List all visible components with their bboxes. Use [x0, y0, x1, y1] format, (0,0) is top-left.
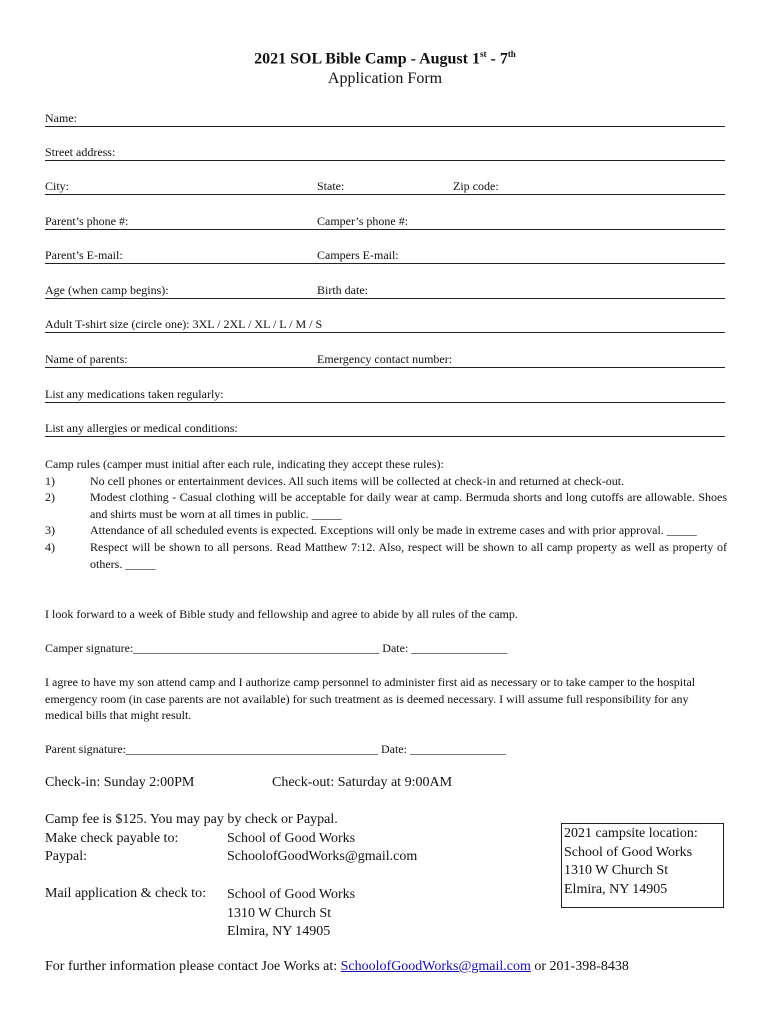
name-label: Name:	[45, 111, 77, 125]
age-birth-field[interactable]	[45, 282, 725, 299]
tshirt-size-field[interactable]	[45, 316, 725, 333]
medications-field[interactable]	[45, 386, 725, 403]
name-field[interactable]	[45, 110, 725, 127]
campsite-location-box	[561, 823, 724, 908]
contact-info	[45, 959, 629, 975]
allergies-field[interactable]	[45, 420, 725, 437]
contact-suffix: or 201-398-8438	[530, 959, 629, 974]
city-label: City:	[45, 179, 70, 193]
contact-email-link[interactable]: SchoolofGoodWorks@gmail.com	[340, 959, 531, 974]
rules-intro: Camp rules (camper must initial after each rule, indicating they accept these rules):	[45, 457, 444, 471]
zip-label: Zip code:	[453, 179, 499, 193]
age-label: Age (when camp begins):	[45, 283, 169, 297]
mail-address-line: School of Good Works	[227, 887, 356, 902]
rule-text: Attendance of all scheduled events is expected. Exceptions will only be made in extreme cases and with prior approval. _____	[90, 523, 697, 538]
mail-address-line: 1310 W Church St	[227, 905, 332, 921]
birth-label: Birth date:	[317, 283, 368, 297]
rule-number: 3)	[45, 523, 55, 538]
rule-number: 2)	[45, 490, 55, 505]
rule-number: 1)	[45, 473, 55, 488]
campsite-line: 2021 campsite location:	[564, 826, 698, 841]
form-title: 2021 SOL Bible Camp - August 1st - 7th	[254, 49, 516, 68]
campsite-line: Elmira, NY 14905	[564, 881, 668, 897]
rule-item	[45, 539, 727, 572]
camper-phone-label: Camper’s phone #:	[317, 214, 409, 228]
rule-item	[45, 522, 727, 539]
paypal-label: Paypal:	[45, 849, 87, 864]
city-state-zip-field[interactable]	[45, 178, 725, 195]
payable-value: School of Good Works	[227, 831, 356, 846]
allergies-label: List any allergies or medical conditions:	[45, 421, 238, 435]
parent-email-label: Parent’s E-mail:	[45, 248, 123, 262]
rule-item	[45, 473, 727, 490]
checkout-time: Check-out: Saturday at 9:00AM	[272, 775, 453, 790]
rule-number: 4)	[45, 539, 55, 554]
rule-text: No cell phones or entertainment devices. All such items will be collected at check-in and returned at check-out.	[90, 473, 625, 488]
email-field[interactable]	[45, 247, 725, 264]
checkin-time: Check-in: Sunday 2:00PM	[45, 775, 195, 790]
payable-label: Make check payable to:	[45, 831, 179, 846]
street-field[interactable]	[45, 144, 725, 161]
camper-signature-line[interactable]: Camper signature:_________________________________________ Date: ________________	[45, 641, 508, 655]
contact-prefix: For further information please contact Joe Works at:	[45, 959, 341, 974]
street-label: Street address:	[45, 145, 116, 159]
emergency-label: Emergency contact number:	[317, 352, 453, 366]
mail-address-line: Elmira, NY 14905	[227, 924, 331, 939]
parent-signature-line[interactable]: Parent signature:__________________________________________ Date: ________________	[45, 742, 506, 756]
consent-text: I agree to have my son attend camp and I authorize camp personnel to administer first aid as necessary or to take camper to the hospital emergency room (in case parents are not available) for such treatment as is deemed necessary. I will assume full responsibility for any medical bills that might result.	[45, 675, 696, 723]
tshirt-label: Adult T-shirt size (circle one): 3XL / 2XL / XL / L / M / S	[45, 317, 323, 331]
medications-label: List any medications taken regularly:	[45, 387, 224, 401]
campsite-line: 1310 W Church St	[564, 863, 669, 878]
paypal-value: SchoolofGoodWorks@gmail.com	[227, 849, 418, 864]
camp-fee: Camp fee is $125. You may pay by check or Paypal.	[45, 812, 338, 827]
camper-email-label: Campers E-mail:	[317, 248, 399, 262]
rule-text: Respect will be shown to all persons. Read Matthew 7:12. Also, respect will be shown to all camp property as well as property of others. _____	[90, 539, 727, 571]
state-label: State:	[317, 179, 345, 193]
rule-item	[45, 489, 727, 522]
parents-name-label: Name of parents:	[45, 352, 128, 366]
parents-emergency-field[interactable]	[45, 351, 725, 368]
mail-label: Mail application & check to:	[45, 886, 206, 901]
rule-text: Modest clothing - Casual clothing will be acceptable for daily wear at camp. Bermuda shorts and long cutoffs are allowable. Shoes and shirts must be worn at all times in public. _____	[90, 490, 727, 521]
form-subtitle: Application Form	[327, 70, 443, 87]
campsite-line: School of Good Works	[564, 844, 693, 860]
agreement-text: I look forward to a week of Bible study and fellowship and agree to abide by all rules of the camp.	[45, 607, 518, 621]
parent-phone-label: Parent’s phone #:	[45, 214, 129, 228]
mail-address	[227, 886, 355, 942]
camp-rules	[45, 456, 727, 572]
phone-field[interactable]	[45, 213, 725, 230]
